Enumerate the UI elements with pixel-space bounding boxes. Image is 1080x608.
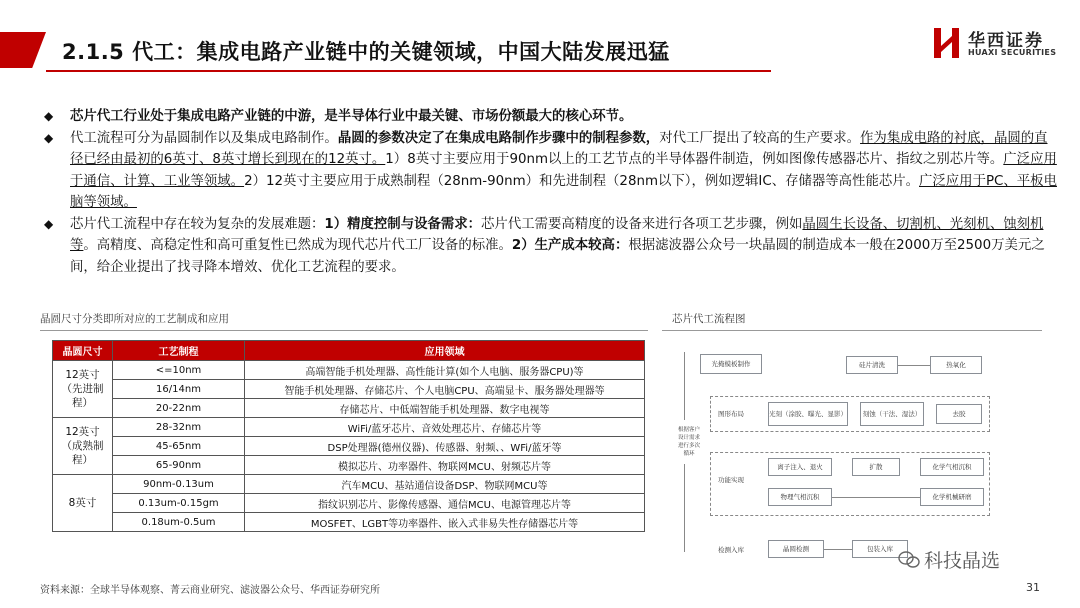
application-cell: 智能手机处理器、存储芯片、个人电脑CPU、高端显卡、服务器处理器等: [245, 380, 645, 399]
bullet-text: [70, 128, 1060, 214]
flow-step-etch: 刻蚀（干法、湿法）: [860, 402, 924, 426]
text-run-underlined: 晶圆生长设备、切割机、光刻机、蚀刻机等: [70, 216, 1044, 253]
flow-step-cvd: 化学气相沉积: [920, 458, 984, 476]
text-run: 根据滤波器公众号一块晶圆的制造成本一般在2000万至2500万美元之间，给企业提出了找寻降本增效、优化工艺流程的要求。: [70, 238, 1045, 275]
flow-connector: [898, 365, 930, 366]
flow-step-wafer-test: 晶圆检测: [768, 540, 824, 558]
process-node-cell: <=10nm: [113, 361, 245, 380]
bullet-item: [44, 106, 1060, 128]
watermark: [898, 546, 1000, 573]
flow-step-diffusion: 扩散: [852, 458, 900, 476]
text-run-bold: 2）生产成本较高：: [511, 238, 629, 253]
application-cell: MOSFET、LGBT等功率器件、嵌入式非易失性存储器芯片等: [245, 513, 645, 532]
watermark-text: 科技晶选: [924, 550, 1001, 572]
wafer-size-cell: 12英寸（成熟制程）: [53, 418, 113, 475]
application-cell: 高端智能手机处理器、高性能计算(如个人电脑、服务器CPU)等: [245, 361, 645, 380]
caption-divider: [662, 330, 1042, 331]
column-header: 应用领域: [245, 341, 645, 361]
text-run-underlined: 广泛应用于PC、平板电脑等领域。: [70, 173, 1057, 210]
flow-connector: [832, 497, 920, 498]
application-cell: WiFi/蓝牙芯片、音效处理芯片、存储芯片等: [245, 418, 645, 437]
process-node-cell: 90nm-0.13um: [113, 475, 245, 494]
logo-english-name: HUAXI SECURITIES: [968, 48, 1057, 57]
diamond-bullet-icon: ◆: [44, 216, 54, 231]
process-node-cell: 16/14nm: [113, 380, 245, 399]
header-divider: [46, 70, 771, 72]
bullet-item: [44, 214, 1060, 279]
table-row: [53, 475, 645, 494]
process-node-cell: 28-32nm: [113, 418, 245, 437]
text-run-underlined: 广泛应用于通信、计算、工业等领域。: [70, 152, 1057, 189]
company-logo: [932, 24, 1062, 64]
process-node-cell: 0.13um-0.15gm: [113, 494, 245, 513]
wafer-size-cell: 8英寸: [53, 475, 113, 532]
flow-step-clean: 硅片清洗: [846, 356, 898, 374]
table-row: [53, 494, 645, 513]
application-cell: DSP处理器(德州仪器)、传感器、射频、、WFi/蓝牙等: [245, 437, 645, 456]
column-header: 晶圆尺寸: [53, 341, 113, 361]
text-run: 芯片代工需要高精度的设备来进行各项工艺步骤，例如: [481, 216, 803, 232]
flow-stage-function: 功能实现: [700, 470, 762, 490]
table-header-row: [53, 341, 645, 361]
application-cell: 存储芯片、中低端智能手机处理器、数字电视等: [245, 399, 645, 418]
table-caption: 晶圆尺寸分类即所对应的工艺制成和应用: [40, 313, 229, 325]
wechat-icon: [898, 551, 920, 569]
flow-step-implant: 离子注入、退火: [768, 458, 832, 476]
process-node-cell: 20-22nm: [113, 399, 245, 418]
bullet-item: [44, 128, 1060, 214]
flow-step-litho: 光刻（涂胶、曝光、显影）: [768, 402, 848, 426]
text-run: 对代工厂提出了较高的生产要求。: [659, 130, 861, 146]
text-run: 1）8英寸主要应用于90nm以上的工艺节点的半导体器件制造，例如图像传感器芯片、指纹之别芯片等。: [385, 152, 1004, 167]
flow-step-strip: 去胶: [936, 404, 982, 424]
flow-caption: 芯片代工流程图: [672, 313, 746, 325]
text-run: 芯片代工流程中存在较为复杂的发展难题：: [70, 216, 325, 232]
fab-flow-diagram: [676, 338, 1030, 570]
flow-loop-note: 根据客户设计需求进行多次循环: [676, 420, 702, 464]
diamond-bullet-icon: ◆: [44, 130, 54, 145]
process-node-cell: 0.18um-0.5um: [113, 513, 245, 532]
text-run: 2）12英寸主要应用于成熟制程（28nm-90nm）和先进制程（28nm以下），例如逻辑IC、存储器等高性能芯片。: [244, 173, 920, 189]
text-run-bold: 晶圆的参数决定了在集成电路制作步骤中的制程参数，: [337, 130, 660, 146]
source-note: 资料来源：全球半导体观察、菁云商业研究、滤波器公众号、华西证券研究所: [40, 585, 380, 596]
page-number: 31: [1026, 581, 1040, 594]
page-title: 2.1.5 代工：集成电路产业链中的关键领域，中国大陆发展迅猛: [62, 40, 670, 64]
flow-step-package: 包装入库: [852, 540, 908, 558]
bullet-text: [70, 214, 1060, 279]
flow-stage-test: 检测入库: [700, 540, 762, 560]
huaxi-logo-icon: [932, 26, 962, 60]
text-run-underlined: 作为集成电路的衬底，晶圆的直径已经由最初的6英寸、8英寸增长到现在的12英寸。: [70, 130, 1048, 167]
bullet-list: [44, 106, 1060, 278]
process-node-cell: 45-65nm: [113, 437, 245, 456]
table-row: [53, 399, 645, 418]
wafer-process-table: [52, 340, 645, 532]
bullet-text: 芯片代工行业处于集成电路产业链的中游，是半导体行业中最关键、市场份额最大的核心环节。: [70, 109, 633, 124]
flow-stage-pattern: 图形布局: [700, 404, 762, 424]
flow-stage-mask: 光掩模板制作: [700, 354, 762, 374]
table-row: [53, 456, 645, 475]
table-row: [53, 361, 645, 380]
process-node-cell: 65-90nm: [113, 456, 245, 475]
header-accent-bar: [0, 32, 46, 68]
diamond-bullet-icon: ◆: [44, 109, 54, 123]
table-row: [53, 380, 645, 399]
application-cell: 汽车MCU、基站通信设备DSP、物联网MCU等: [245, 475, 645, 494]
table-row: [53, 513, 645, 532]
application-cell: 模拟芯片、功率器件、物联网MCU、射频芯片等: [245, 456, 645, 475]
column-header: 工艺制程: [113, 341, 245, 361]
table-row: [53, 418, 645, 437]
text-run: 。高精度、高稳定性和高可重复性已然成为现代芯片代工厂设备的标准。: [83, 238, 512, 253]
caption-divider: [40, 330, 648, 331]
text-run-bold: 1）精度控制与设备需求：: [324, 216, 482, 232]
text-run: 代工流程可分为晶圆制作以及集成电路制作。: [70, 130, 338, 146]
logo-chinese-name: 华西证券: [968, 31, 1044, 51]
table-row: [53, 437, 645, 456]
flow-step-cmp: 化学机械研磨: [920, 488, 984, 506]
application-cell: 指纹识别芯片、影像传感器、通信MCU、电源管理芯片等: [245, 494, 645, 513]
flow-connector: [824, 549, 852, 550]
flow-step-pvd: 物理气相沉积: [768, 488, 832, 506]
flow-step-thermal: 热氧化: [930, 356, 982, 374]
wafer-size-cell: 12英寸（先进制程）: [53, 361, 113, 418]
